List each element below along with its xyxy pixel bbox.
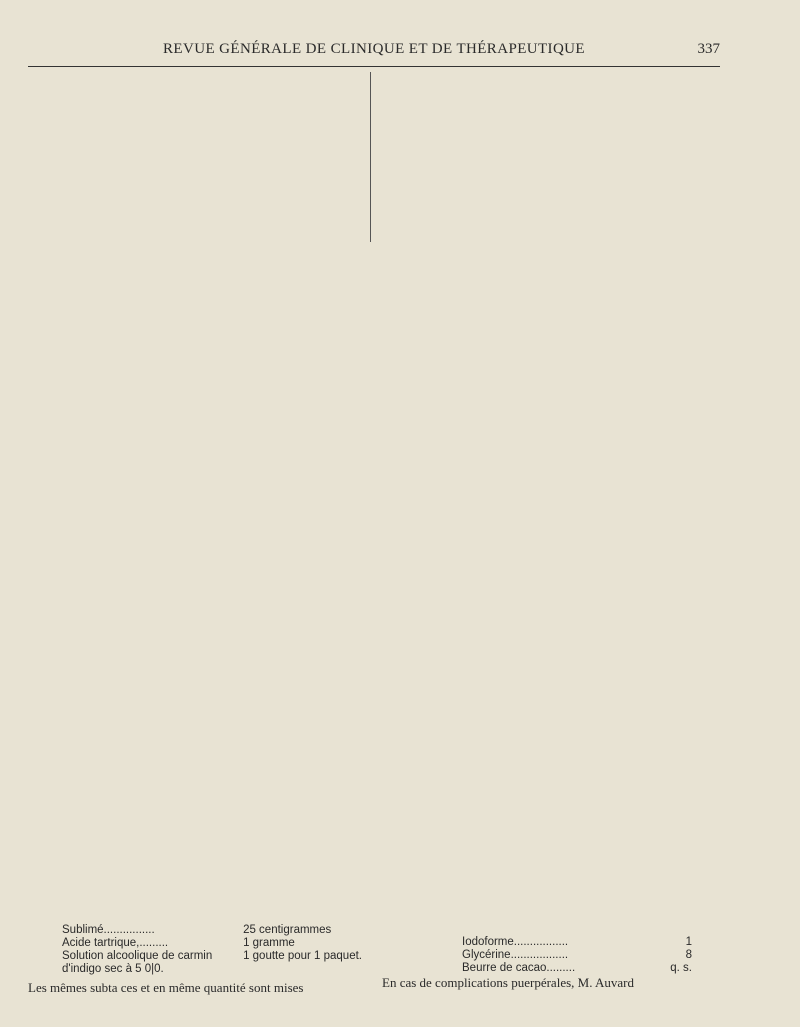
- recipe-item: Solution alcoolique de carmin d'indigo sec à 5 0|0.: [62, 950, 213, 975]
- left-tail-line: Les mêmes subta ces et en même quantité sont mises: [28, 980, 304, 995]
- recipe-row: [462, 936, 692, 949]
- recipe-row: [462, 962, 692, 975]
- recipe-item: Beurre de cacao.........: [462, 962, 576, 974]
- recipe-item: Glycérine..................: [462, 949, 569, 961]
- recipe-dose: 1 goutte pour 1 paquet.: [243, 950, 362, 962]
- recipe-row: [62, 950, 362, 976]
- recipe-dose: 1: [685, 936, 692, 948]
- running-title: REVUE GÉNÉRALE DE CLINIQUE ET DE THÉRAPEUTIQUE: [163, 41, 585, 57]
- page-number: 337: [697, 41, 720, 57]
- recipe-item: Sublimé................: [62, 924, 155, 936]
- recipe-item: Acide tartrique,.........: [62, 937, 169, 949]
- left-recipe-table: [62, 924, 362, 976]
- recipe-item: Iodoforme.................: [462, 936, 569, 948]
- recipe-row: [62, 937, 362, 950]
- right-tail-line: En cas de complications puerpérales, M. Auvard: [382, 975, 634, 990]
- recipe-dose: 1 gramme: [243, 937, 295, 949]
- recipe-dose: 25 centigrammes: [243, 924, 332, 936]
- page-header: [28, 30, 720, 67]
- right-recipe-table: [462, 936, 692, 975]
- recipe-row: [62, 924, 362, 937]
- recipe-dose: q. s.: [670, 962, 692, 974]
- recipe-dose: 8: [685, 949, 692, 961]
- recipe-row: [462, 949, 692, 962]
- column-divider: [370, 72, 371, 242]
